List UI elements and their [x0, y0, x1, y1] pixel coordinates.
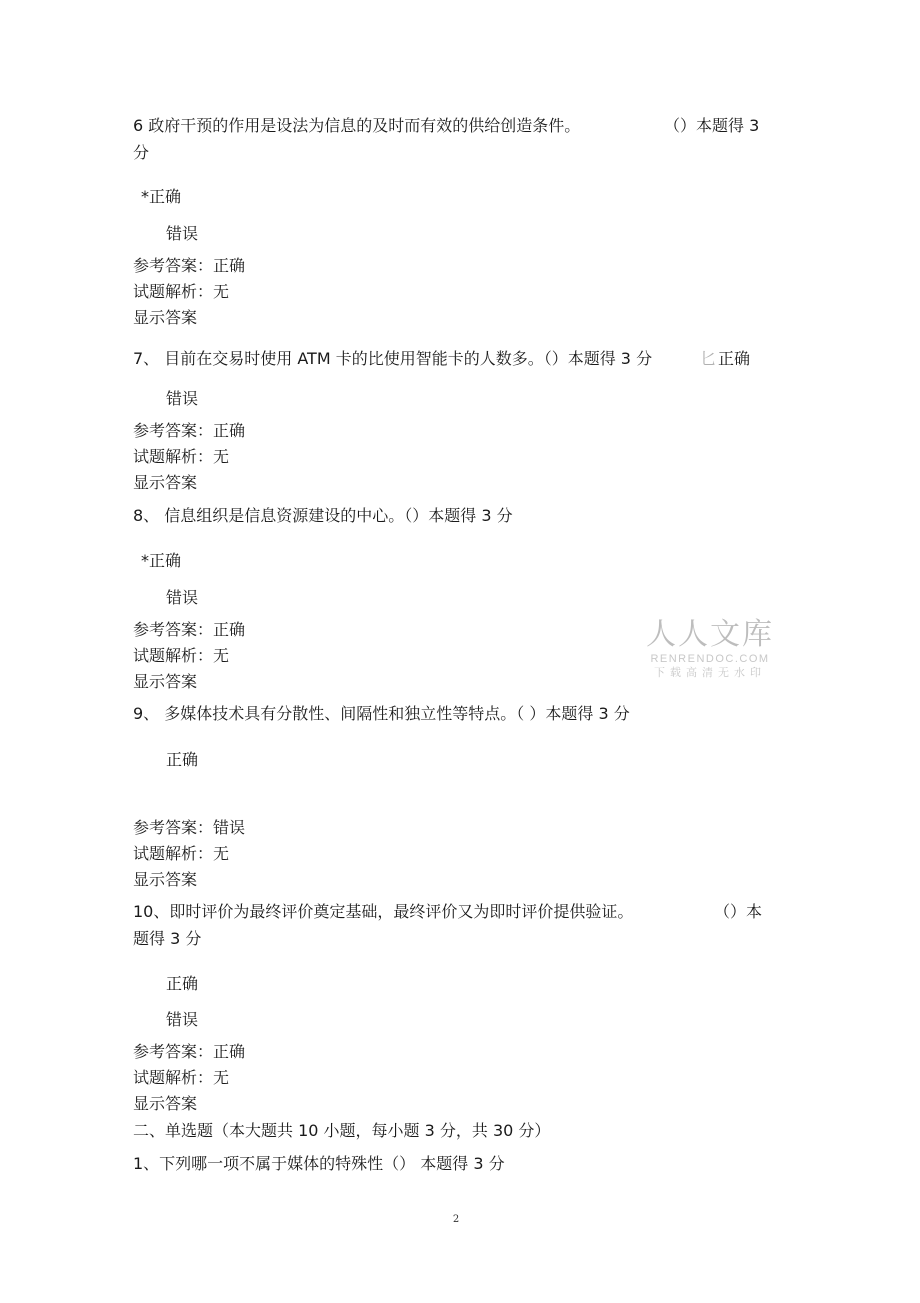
q6-reference-answer: 参考答案：正确	[133, 256, 246, 275]
q6-show-answer-link[interactable]: 显示答案	[133, 308, 198, 327]
page-number: 2	[452, 1214, 460, 1225]
q8-reference-answer: 参考答案：正确	[133, 620, 246, 639]
q10-option-wrong[interactable]: 错误	[166, 1010, 199, 1029]
single-choice-q1-text: 1、下列哪一项不属于媒体的特殊性（） 本题得 3 分	[133, 1154, 505, 1173]
q9-analysis: 试题解析：无	[133, 844, 230, 863]
q7-show-answer-link[interactable]: 显示答案	[133, 473, 198, 492]
q10-score-unit: 题得 3 分	[133, 929, 202, 948]
q6-score: （）本题得 3	[664, 116, 760, 135]
section-heading: 二、单选题（本大题共 10 小题，每小题 3 分，共 30 分）	[133, 1121, 551, 1140]
q6-score-unit: 分	[133, 143, 150, 162]
q7-mark: 匕	[700, 349, 717, 368]
q9-show-answer-link[interactable]: 显示答案	[133, 870, 198, 889]
watermark-logo	[640, 618, 780, 680]
q10-analysis: 试题解析：无	[133, 1068, 230, 1087]
q8-show-answer-link[interactable]: 显示答案	[133, 672, 198, 691]
q8-option-correct[interactable]: *正确	[141, 551, 182, 570]
q7-option-wrong[interactable]: 错误	[166, 389, 199, 408]
watermark-tagline: 下载高清无水印	[654, 666, 766, 679]
q10-score: （）本	[714, 902, 763, 921]
q6-analysis: 试题解析：无	[133, 282, 230, 301]
q9-text: 9、 多媒体技术具有分散性、间隔性和独立性等特点。（ ）本题得 3 分	[133, 704, 630, 723]
q6-option-correct[interactable]: *正确	[141, 187, 182, 206]
q7-option-correct[interactable]: 正确	[718, 349, 751, 368]
q7-reference-answer: 参考答案：正确	[133, 421, 246, 440]
q9-reference-answer: 参考答案：错误	[133, 818, 246, 837]
q6-text: 6 政府干预的作用是设法为信息的及时而有效的供给创造条件。	[133, 116, 581, 135]
q7-analysis: 试题解析：无	[133, 447, 230, 466]
watermark-url: RENRENDOC.COM	[650, 653, 770, 665]
q10-option-correct[interactable]: 正确	[166, 974, 199, 993]
q10-text: 10、即时评价为最终评价奠定基础，最终评价又为即时评价提供验证。	[133, 902, 634, 921]
q10-reference-answer: 参考答案：正确	[133, 1042, 246, 1061]
q10-show-answer-link[interactable]: 显示答案	[133, 1094, 198, 1113]
q9-option-correct[interactable]: 正确	[166, 750, 199, 769]
q7-text: 7、 目前在交易时使用 ATM 卡的比使用智能卡的人数多。（）本题得 3 分	[133, 349, 653, 368]
q8-option-wrong[interactable]: 错误	[166, 588, 199, 607]
q8-text: 8、 信息组织是信息资源建设的中心。（）本题得 3 分	[133, 506, 513, 525]
q6-option-wrong[interactable]: 错误	[166, 224, 199, 243]
watermark-title: 人人文库	[646, 617, 774, 652]
q8-analysis: 试题解析：无	[133, 646, 230, 665]
